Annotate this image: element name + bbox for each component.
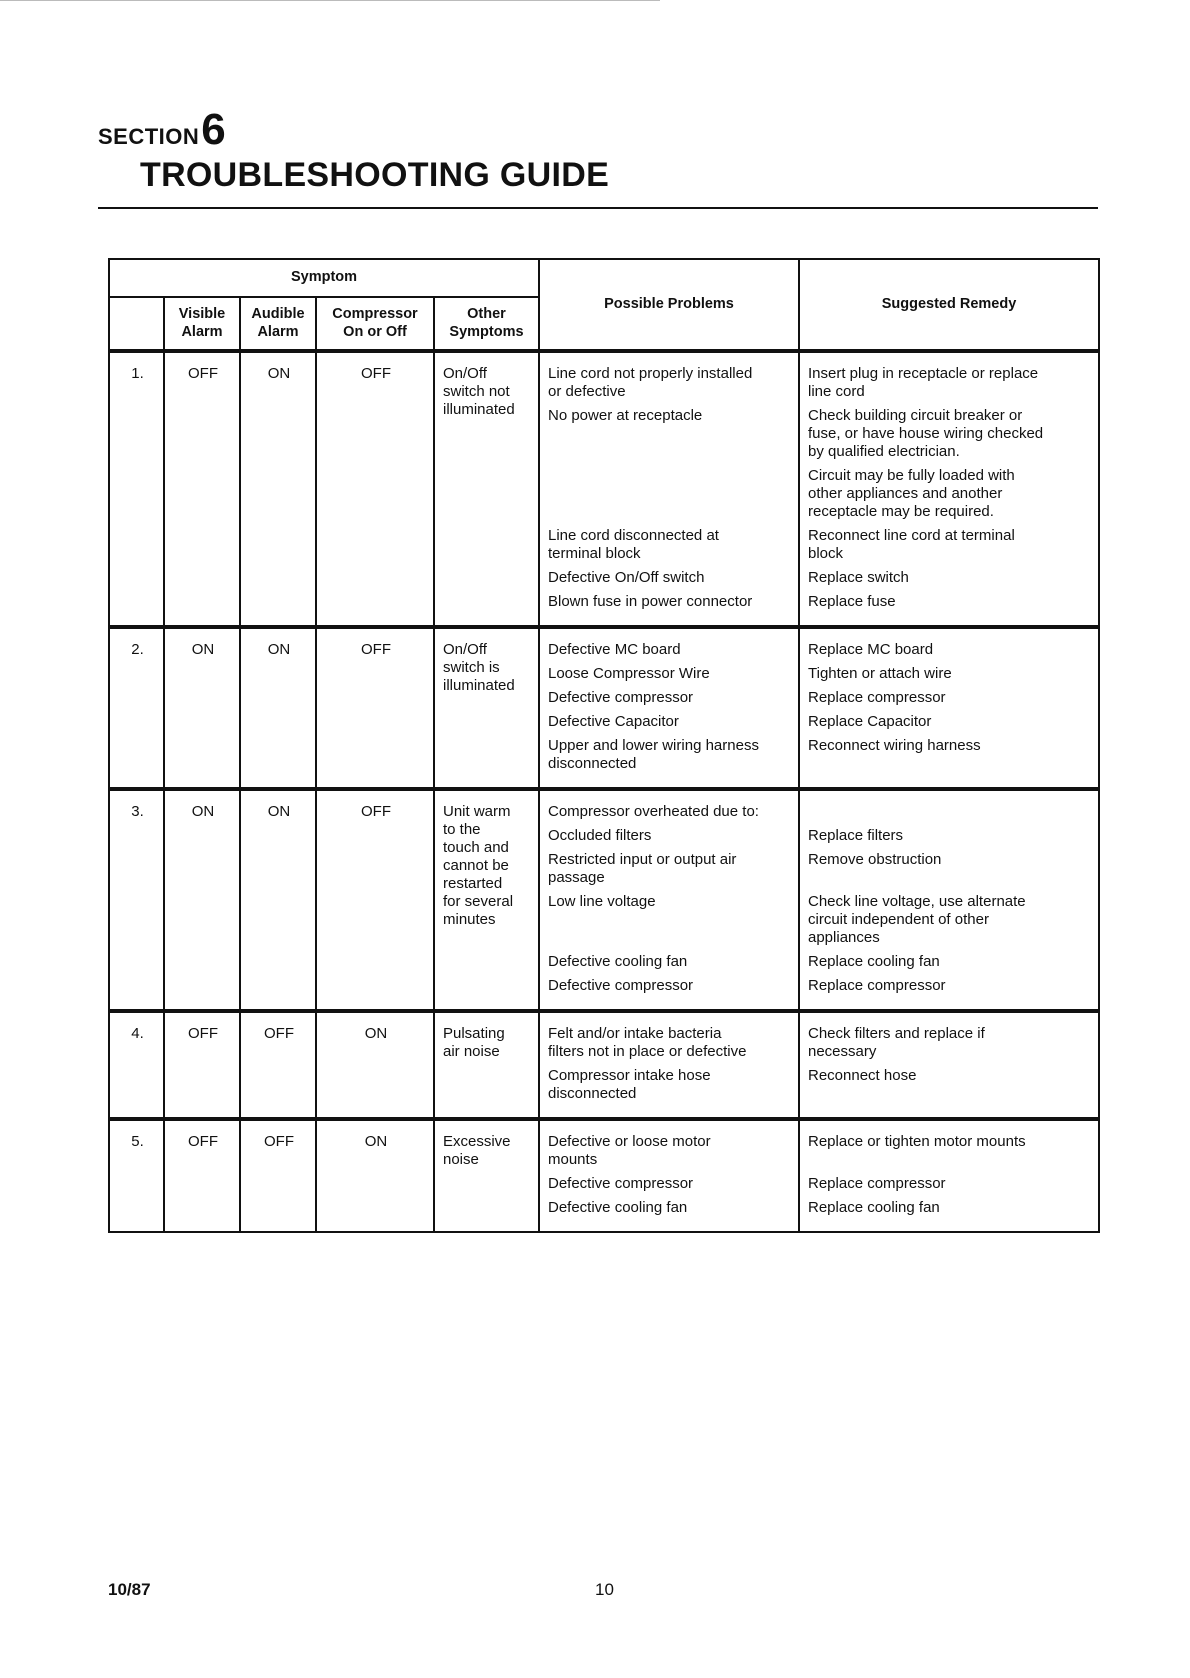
other-symptom-line: cannot be [443,857,509,874]
entry-line: Replace compressor [808,1175,946,1192]
problem-entry [548,953,792,971]
number-header [109,297,164,351]
entry-line: Reconnect line cord at terminal [808,527,1015,544]
entry-line: Replace switch [808,569,909,586]
other-symptom-line: Pulsating [443,1025,505,1042]
problem-entry [548,593,792,611]
remedy-entry [808,713,1092,731]
problem-entry [548,1025,792,1061]
entry-line: by qualified electrician. [808,443,960,460]
entry-line [808,1085,1092,1103]
table-row [109,351,1099,627]
remedies-cell [799,789,1099,1011]
row-number: 2. [109,627,164,789]
compressor-cell: OFF [316,627,434,789]
row-number: 5. [109,1119,164,1232]
problems-cell [539,1011,799,1119]
problems-cell [539,789,799,1011]
entry-line: line cord [808,383,865,400]
entry-line: circuit independent of other [808,911,989,928]
other-symptom-line: air noise [443,1043,500,1060]
problem-entry [548,737,792,773]
entry-line [548,929,792,947]
entry-line: Reconnect hose [808,1067,917,1084]
entry-line: Defective compressor [548,689,694,706]
problem-entry [548,803,792,821]
other-symptom-line: On/Off [443,365,487,382]
remedy-entry [808,893,1092,947]
entry-line: Line cord disconnected at [548,527,719,544]
remedy-entry [808,827,1092,845]
entry-line: Replace filters [808,827,904,844]
remedies-cell [799,627,1099,789]
entry-line: Occluded filters [548,827,652,844]
other-symptom-line: for several [443,893,514,910]
problem-entry [548,1067,792,1103]
entry-line: passage [548,869,605,886]
other-symptom-line: touch and [443,839,509,856]
remedy-entry [808,407,1092,461]
entry-line: Tighten or attach wire [808,665,952,682]
entry-line: Defective Capacitor [548,713,679,730]
entry-line: Blown fuse in power connector [548,593,753,610]
visible-alarm-cell: OFF [164,351,240,627]
entry-line: No power at receptacle [548,407,703,424]
other-symptom-line: minutes [443,911,496,928]
entry-line [548,449,792,467]
entry-line: Replace Capacitor [808,713,932,730]
remedy-entry [808,851,1092,887]
other-symptom-line: Unit warm [443,803,511,820]
row-number: 3. [109,789,164,1011]
other-symptoms-cell [434,351,539,627]
entry-line [548,503,792,521]
remedies-cell [799,351,1099,627]
entry-line: Replace MC board [808,641,934,658]
other-symptoms-header: Other Symptoms [434,297,539,351]
remedies-cell [799,1011,1099,1119]
audible-alarm-header: Audible Alarm [240,297,316,351]
problem-entry [548,893,792,947]
remedy-entry [808,641,1092,659]
entry-line: Check line voltage, use alternate [808,893,1026,910]
remedy-entry [808,467,1092,521]
problem-entry [548,851,792,887]
other-symptoms-cell [434,627,539,789]
problem-entry [548,407,792,425]
entry-line: Replace or tighten motor mounts [808,1133,1026,1150]
entry-line: Remove obstruction [808,851,942,868]
row-number: 4. [109,1011,164,1119]
footer-date: 10/87 [108,1580,151,1599]
other-symptoms-cell [434,1011,539,1119]
entry-line: appliances [808,929,880,946]
problem-entry [548,569,792,587]
entry-line: Replace cooling fan [808,1199,940,1216]
entry-line: Check building circuit breaker or [808,407,1023,424]
compressor-cell: OFF [316,351,434,627]
other-symptom-line: switch is [443,659,500,676]
other-symptoms-cell [434,789,539,1011]
entry-line: receptacle may be required. [808,503,994,520]
problem-entry [548,1133,792,1169]
audible-alarm-cell: ON [240,627,316,789]
header-rule [98,207,1098,209]
entry-line: fuse, or have house wiring checked [808,425,1044,442]
entry-line: filters not in place or defective [548,1043,747,1060]
problem-entry [548,689,792,707]
remedy-entry [808,365,1092,401]
entry-line [808,803,1092,821]
remedy-entry [808,593,1092,611]
entry-line: or defective [548,383,626,400]
other-symptom-line: illuminated [443,677,515,694]
entry-line: Compressor overheated due to: [548,803,759,820]
entry-line: Defective cooling fan [548,953,688,970]
entry-line: block [808,545,844,562]
entry-line [548,911,792,929]
entry-line [548,467,792,485]
problems-cell [539,351,799,627]
problem-entry [548,1199,792,1217]
entry-line: Loose Compressor Wire [548,665,710,682]
compressor-header: Compressor On or Off [316,297,434,351]
problem-entry [548,641,792,659]
other-symptom-line: noise [443,1151,479,1168]
entry-line: mounts [548,1151,598,1168]
entry-line: Reconnect wiring harness [808,737,981,754]
entry-line: Replace cooling fan [808,953,940,970]
entry-line: necessary [808,1043,877,1060]
entry-line: Restricted input or output air [548,851,737,868]
entry-line: terminal block [548,545,641,562]
page-header [98,105,1098,195]
entry-line: Insert plug in receptacle or replace [808,365,1039,382]
remedy-entry [808,1133,1092,1169]
remedy-entry [808,953,1092,971]
table-body [109,351,1099,1232]
entry-line [808,1151,1092,1169]
remedy-entry [808,527,1092,563]
entry-line: Defective MC board [548,641,681,658]
page-title: TROUBLESHOOTING GUIDE [140,156,610,194]
possible-problems-header: Possible Problems [539,259,799,351]
troubleshooting-table [108,258,1100,1233]
entry-line: Defective On/Off switch [548,569,705,586]
visible-alarm-cell: ON [164,789,240,1011]
table-row [109,1119,1099,1232]
entry-line [548,485,792,503]
audible-alarm-cell: ON [240,789,316,1011]
audible-alarm-cell: ON [240,351,316,627]
entry-line: Replace compressor [808,689,946,706]
problem-entry [548,365,792,401]
entry-line: Line cord not properly installed [548,365,753,382]
problem-entry [548,665,792,683]
section-label [98,105,1098,154]
entry-line: Upper and lower wiring harness [548,737,759,754]
table-row [109,1011,1099,1119]
table-row [109,627,1099,789]
other-symptom-line: illuminated [443,401,515,418]
section-number: 6 [201,105,226,154]
other-symptom-line: On/Off [443,641,487,658]
remedies-cell [799,1119,1099,1232]
audible-alarm-cell: OFF [240,1119,316,1232]
symptom-header: Symptom [109,259,539,297]
entry-line: disconnected [548,755,637,772]
remedy-entry [808,803,1092,821]
remedy-entry [808,569,1092,587]
problems-cell [539,627,799,789]
entry-line: Defective compressor [548,977,694,994]
suggested-remedy-header: Suggested Remedy [799,259,1099,351]
problem-entry [548,431,792,521]
other-symptom-line: restarted [443,875,503,892]
entry-line: Felt and/or intake bacteria [548,1025,722,1042]
compressor-cell: ON [316,1119,434,1232]
entry-line: Circuit may be fully loaded with [808,467,1015,484]
problem-entry [548,827,792,845]
entry-line: Compressor intake hose [548,1067,711,1084]
entry-line: Defective or loose motor [548,1133,711,1150]
compressor-cell: OFF [316,789,434,1011]
other-symptoms-cell [434,1119,539,1232]
visible-alarm-cell: OFF [164,1011,240,1119]
compressor-cell: ON [316,1011,434,1119]
page-number: 10 [595,1580,614,1599]
row-number: 1. [109,351,164,627]
top-edge-rule [0,0,660,1]
remedy-entry [808,1067,1092,1103]
entry-line: Defective cooling fan [548,1199,688,1216]
other-symptom-line: Excessive [443,1133,511,1150]
remedy-entry [808,737,1092,755]
table-row [109,789,1099,1011]
remedy-entry [808,689,1092,707]
problem-entry [548,977,792,995]
entry-line [548,431,792,449]
problem-entry [548,527,792,563]
entry-line: disconnected [548,1085,637,1102]
remedy-entry [808,1175,1092,1193]
problem-entry [548,1175,792,1193]
problem-entry [548,713,792,731]
entry-line: Defective compressor [548,1175,694,1192]
remedy-entry [808,665,1092,683]
entry-line: Replace compressor [808,977,946,994]
entry-line: Low line voltage [548,893,656,910]
other-symptom-line: switch not [443,383,510,400]
remedy-entry [808,977,1092,995]
visible-alarm-cell: OFF [164,1119,240,1232]
entry-line: Replace fuse [808,593,896,610]
table-header [109,259,1099,351]
problems-cell [539,1119,799,1232]
visible-alarm-header: Visible Alarm [164,297,240,351]
remedy-entry [808,1025,1092,1061]
visible-alarm-cell: ON [164,627,240,789]
other-symptom-line: to the [443,821,481,838]
section-word: SECTION [98,124,200,149]
entry-line: other appliances and another [808,485,1003,502]
audible-alarm-cell: OFF [240,1011,316,1119]
entry-line [808,869,1092,887]
remedy-entry [808,1199,1092,1217]
entry-line: Check filters and replace if [808,1025,985,1042]
